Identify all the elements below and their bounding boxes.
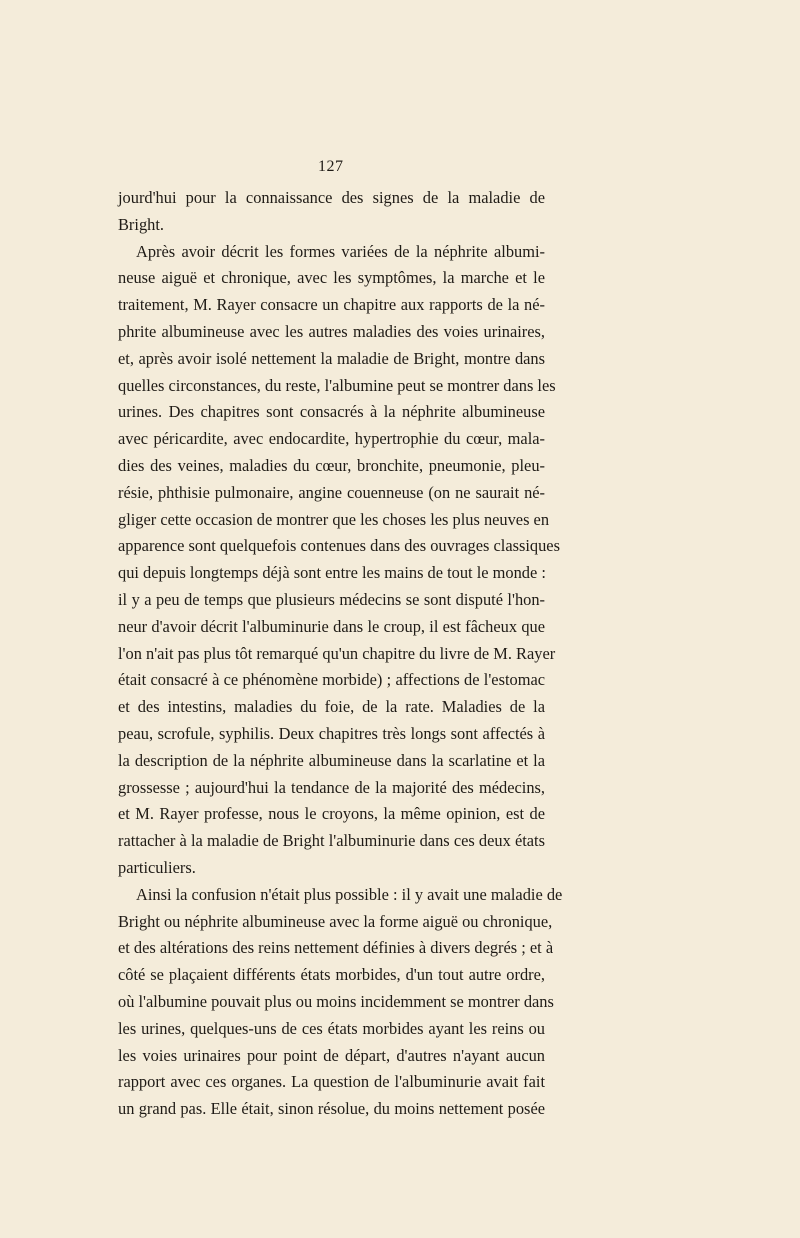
text-line: particuliers. [118, 857, 196, 877]
text-line: qui depuis longtemps déjà sont entre les mains de tout le monde : [118, 563, 546, 583]
text-line: urines. Des chapitres sont consacrés à la néphrite albumineuse [118, 402, 545, 422]
text-line: gliger cette occasion de montrer que les choses les plus neuves en [118, 509, 550, 529]
text-line: Bright. [118, 214, 164, 234]
text-line: Bright ou néphrite albumineuse avec la forme aiguë ou chronique, [118, 911, 553, 931]
text-line: jourd'hui pour la connaissance des signes de la maladie de [118, 188, 545, 207]
text-line: rattacher à la maladie de Bright l'albuminurie dans ces deux états [118, 831, 545, 851]
text-line: Après avoir décrit les formes variées de la néphrite albumi- [136, 241, 545, 261]
text-line: l'on n'ait pas plus tôt remarqué qu'un chapitre du livre de M. Rayer [118, 643, 556, 663]
text-line: et M. Rayer professe, nous le croyons, la même opinion, est de [118, 804, 545, 824]
text-line: rapport avec ces organes. La question de l'albuminurie avait fait [118, 1072, 545, 1092]
text-line: peau, scrofule, syphilis. Deux chapitres très longs sont affectés à [118, 723, 545, 743]
text-line: et des altérations des reins nettement définies à divers degrés ; et à [118, 938, 554, 958]
text-line: apparence sont quelquefois contenues dans des ouvrages classiques [118, 536, 560, 556]
text-line: résie, phthisie pulmonaire, angine couenneuse (on ne saurait né- [118, 482, 545, 502]
text-line: et des intestins, maladies du foie, de la rate. Maladies de la [118, 697, 545, 717]
text-line: phrite albumineuse avec les autres maladies des voies urinaires, [118, 321, 545, 341]
text-line: avec péricardite, avec endocardite, hypertrophie du cœur, mala- [118, 429, 545, 449]
text-line: neuse aiguë et chronique, avec les symptômes, la marche et le [118, 268, 545, 288]
text-line: grossesse ; aujourd'hui la tendance de la majorité des médecins, [118, 777, 545, 797]
text-line: il y a peu de temps que plusieurs médecins se sont disputé l'hon- [118, 589, 545, 609]
text-line: où l'albumine pouvait plus ou moins incidemment se montrer dans [118, 991, 554, 1011]
text-line: les voies urinaires pour point de départ, d'autres n'ayant aucun [118, 1045, 545, 1065]
text-line: Ainsi la confusion n'était plus possible : il y avait une maladie de [136, 884, 563, 904]
text-line: les urines, quelques-uns de ces états morbides ayant les reins ou [118, 1018, 545, 1038]
page-number: 127 [318, 158, 344, 175]
body-text [118, 185, 563, 1123]
text-line: un grand pas. Elle était, sinon résolue, du moins nettement posée [118, 1099, 545, 1119]
text-line: dies des veines, maladies du cœur, bronchite, pneumonie, pleu- [118, 455, 545, 475]
text-line: et, après avoir isolé nettement la maladie de Bright, montre dans [118, 348, 545, 368]
text-line: quelles circonstances, du reste, l'albumine peut se montrer dans les [118, 375, 556, 395]
text-line: neur d'avoir décrit l'albuminurie dans le croup, il est fâcheux que [118, 616, 545, 636]
text-line: traitement, M. Rayer consacre un chapitre aux rapports de la né- [118, 295, 545, 315]
text-line: côté se plaçaient différents états morbides, d'un tout autre ordre, [118, 965, 545, 985]
text-line: était consacré à ce phénomène morbide) ; affections de l'estomac [118, 670, 545, 690]
text-line: la description de la néphrite albumineuse dans la scarlatine et la [118, 750, 545, 770]
